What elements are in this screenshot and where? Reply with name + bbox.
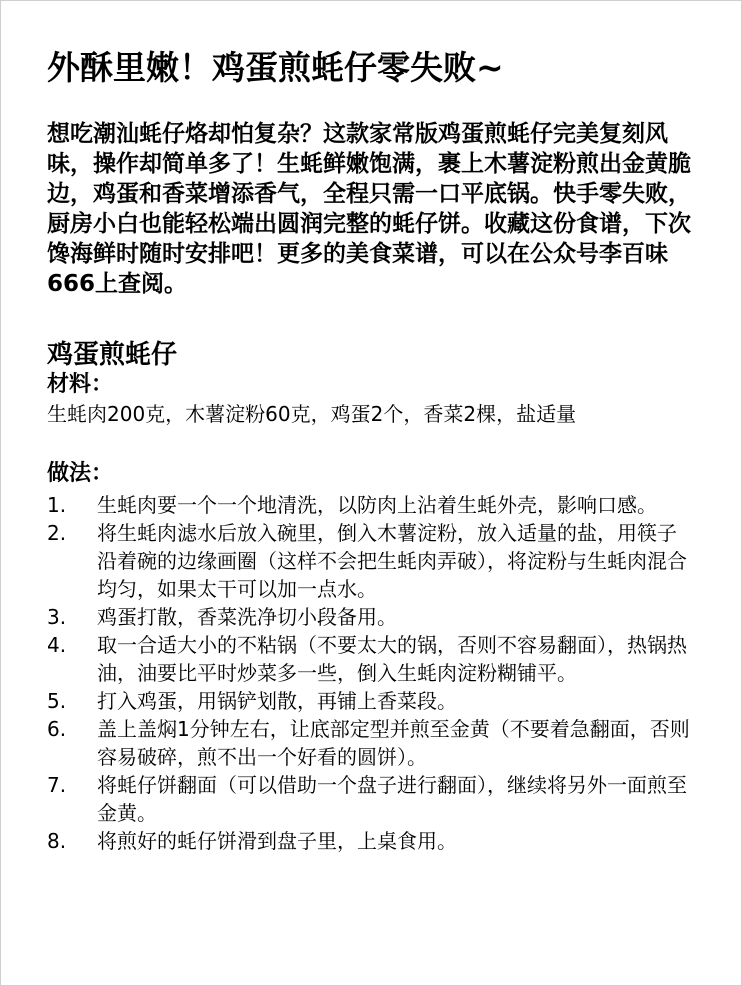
materials-label: 材料： [47, 372, 114, 397]
step-number: 2. [47, 521, 67, 545]
step-item [47, 519, 707, 603]
step-item [47, 687, 707, 715]
page-title: 外酥里嫩！鸡蛋煎蚝仔零失败~ [47, 48, 504, 87]
step-item [47, 771, 707, 827]
step-number: 6. [47, 717, 67, 741]
step-number: 1. [47, 493, 67, 517]
step-number: 5. [47, 689, 67, 713]
step-text: 取一合适大小的不粘锅（不要太大的锅，否则不容易翻面），热锅热油，油要比平时炒菜多一些，倒入生蚝肉淀粉糊铺平。 [97, 633, 687, 685]
step-text: 鸡蛋打散，香菜洗净切小段备用。 [97, 605, 397, 629]
step-item [47, 603, 707, 631]
step-item [47, 631, 707, 687]
step-text: 打入鸡蛋，用锅铲划散，再铺上香菜段。 [97, 689, 457, 713]
step-item [47, 827, 707, 855]
step-item [47, 715, 707, 771]
steps-label: 做法： [47, 461, 114, 486]
step-text: 将煎好的蚝仔饼滑到盘子里，上桌食用。 [97, 829, 457, 853]
step-text: 生蚝肉要一个一个地清洗，以防肉上沾着生蚝外壳，影响口感。 [97, 493, 657, 517]
recipe-content [47, 46, 707, 855]
step-number: 8. [47, 829, 67, 853]
steps-list [47, 491, 707, 855]
intro-paragraph: 想吃潮汕蚝仔烙却怕复杂？这款家常版鸡蛋煎蚝仔完美复刻风味，操作却简单多了！生蚝鲜嫩饱满，裹上木薯淀粉煎出金黄脆边，鸡蛋和香菜增添香气，全程只需一口平底锅。快手零失败，厨房小白也能轻松端出圆润完整的蚝仔饼。收藏这份食谱，下次馋海鲜时随时安排吧！更多的美食菜谱，可以在公众号李百味666上查阅。 [47, 121, 691, 297]
step-number: 3. [47, 605, 67, 629]
step-number: 7. [47, 773, 67, 797]
materials-text: 生蚝肉200克，木薯淀粉60克，鸡蛋2个，香菜2棵，盐适量 [47, 402, 577, 426]
step-text: 将生蚝肉滤水后放入碗里，倒入木薯淀粉，放入适量的盐，用筷子沿着碗的边缘画圈（这样不会把生蚝肉弄破），将淀粉与生蚝肉混合均匀，如果太干可以加一点水。 [97, 521, 687, 601]
step-item [47, 491, 707, 519]
step-text: 盖上盖焖1分钟左右，让底部定型并煎至金黄（不要着急翻面，否则容易破碎，煎不出一个好看的圆饼）。 [97, 717, 690, 769]
recipe-name: 鸡蛋煎蚝仔 [47, 340, 178, 370]
step-number: 4. [47, 633, 67, 657]
step-text: 将蚝仔饼翻面（可以借助一个盘子进行翻面），继续将另外一面煎至金黄。 [97, 773, 687, 825]
